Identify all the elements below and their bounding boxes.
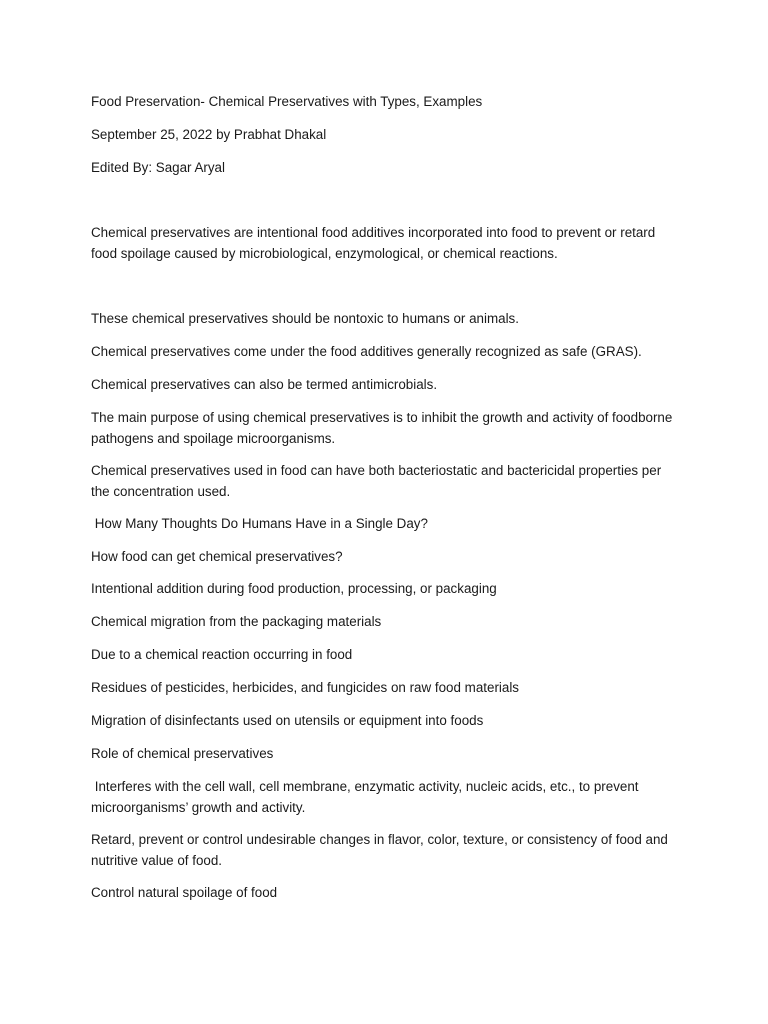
paragraph: The main purpose of using chemical preservatives is to inhibit the growth and activity of foodborne pathogens and spoilage microorganisms. bbox=[91, 410, 677, 446]
list-item: Interferes with the cell wall, cell membrane, enzymatic activity, nucleic acids, etc., to prevent microorganisms’ growth and activity. bbox=[91, 779, 643, 815]
list-item: Chemical migration from the packaging materials bbox=[91, 614, 382, 629]
editor-line: Edited By: Sagar Aryal bbox=[91, 160, 225, 175]
list-item: Residues of pesticides, herbicides, and fungicides on raw food materials bbox=[91, 680, 519, 695]
paragraph: These chemical preservatives should be nontoxic to humans or animals. bbox=[91, 311, 519, 326]
list-item: Control natural spoilage of food bbox=[91, 885, 278, 900]
paragraph: Chemical preservatives come under the food additives generally recognized as safe (GRAS). bbox=[91, 344, 642, 359]
list-item: Retard, prevent or control undesirable changes in flavor, color, texture, or consistency of food and nutritive value of food. bbox=[91, 832, 672, 868]
document-title: Food Preservation- Chemical Preservatives with Types, Examples bbox=[91, 94, 483, 109]
paragraph: Chemical preservatives are intentional food additives incorporated into food to prevent or retard food spoilage caused by microbiological, enzymological, or chemical reactions. bbox=[91, 225, 659, 261]
related-article-link[interactable]: How Many Thoughts Do Humans Have in a Single Day? bbox=[91, 516, 428, 531]
section-heading: Role of chemical preservatives bbox=[91, 746, 274, 761]
paragraph: Chemical preservatives used in food can have both bacteriostatic and bactericidal properties per the concentration used. bbox=[91, 463, 665, 499]
section-heading: How food can get chemical preservatives? bbox=[91, 549, 343, 564]
list-item: Intentional addition during food production, processing, or packaging bbox=[91, 581, 497, 596]
list-item: Migration of disinfectants used on utensils or equipment into foods bbox=[91, 713, 484, 728]
paragraph: Chemical preservatives can also be termed antimicrobials. bbox=[91, 377, 438, 392]
byline: September 25, 2022 by Prabhat Dhakal bbox=[91, 127, 327, 142]
list-item: Due to a chemical reaction occurring in food bbox=[91, 647, 353, 662]
